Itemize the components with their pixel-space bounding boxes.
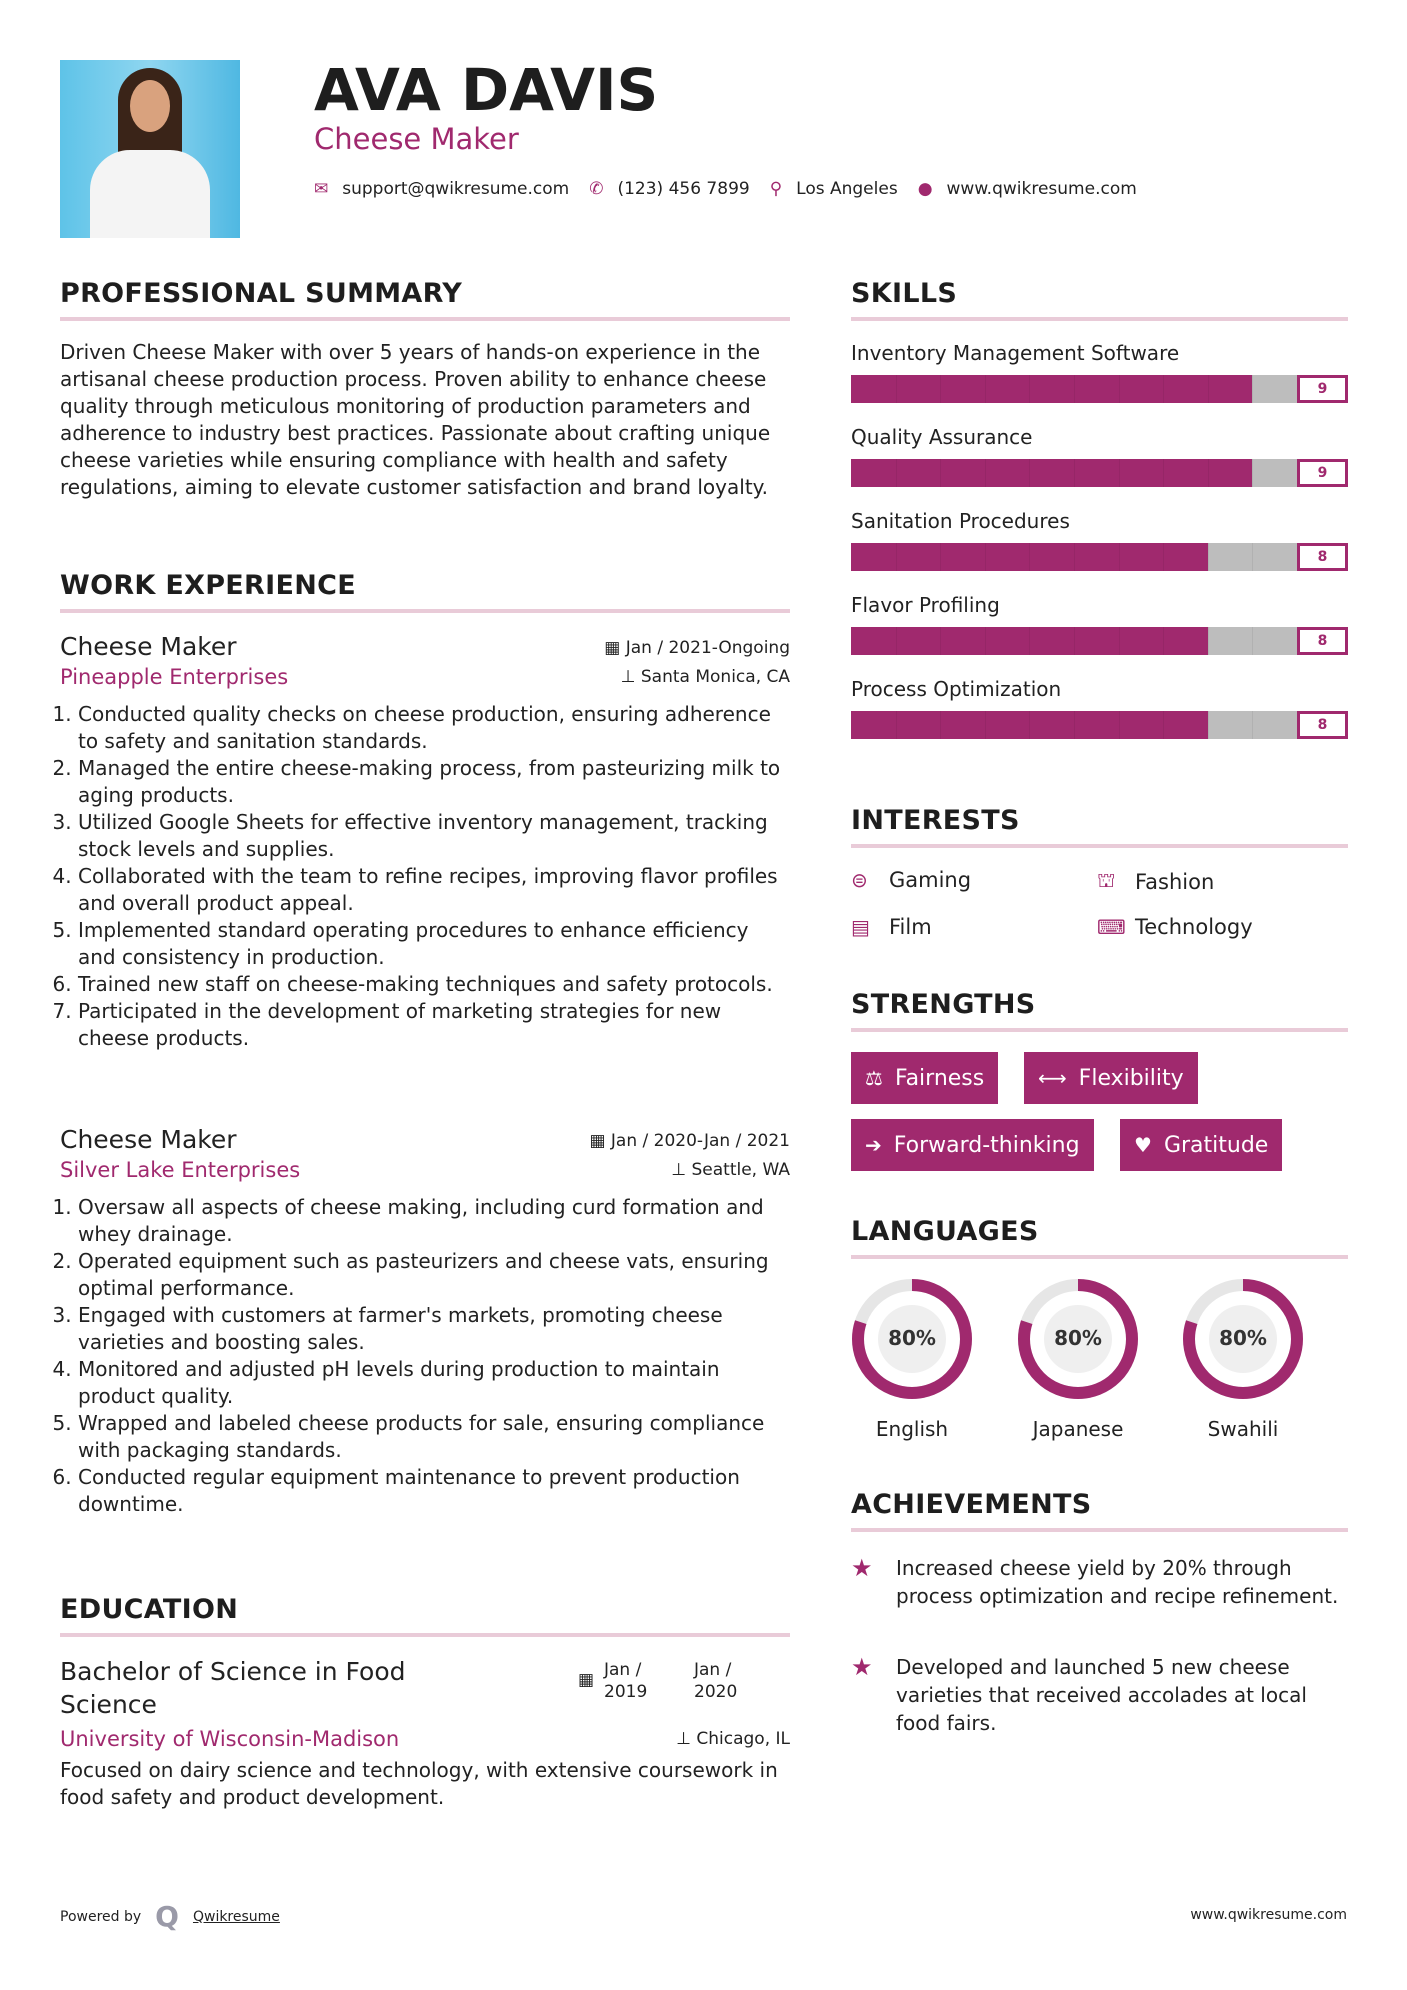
calendar-icon: ▦: [577, 1670, 594, 1690]
skill-item: [851, 677, 1348, 739]
summary-section: [60, 278, 790, 501]
shopping-bag-icon: ⛫: [1097, 868, 1116, 892]
job-bullet: 1. Conducted quality checks on cheese production, ensuring adherence to safety and sanitation standards.: [78, 701, 790, 755]
powered-by-label: Powered by: [60, 1908, 142, 1925]
skill-bar: [851, 543, 1348, 571]
skill-segment: [1119, 459, 1120, 487]
skill-segment: [896, 459, 897, 487]
language-name: Swahili: [1207, 1417, 1279, 1441]
candidate-title: Cheese Maker: [314, 122, 519, 156]
summary-text: Driven Cheese Maker with over 5 years of hands-on experience in the artisanal cheese production process. Proven ability to enhance cheese quality through meticulous monitoring of production parameters and adherence to industry best practices. Passionate about crafting unique cheese varieties while ensuring compliance with health and safety regulations, aiming to elevate customer satisfaction and brand loyalty.: [60, 340, 771, 499]
skill-segment: [940, 627, 941, 655]
skill-track: [851, 627, 1297, 655]
interest-label: Fashion: [1135, 869, 1215, 894]
job-entry: [60, 1125, 790, 1518]
language-name: Japanese: [1032, 1417, 1124, 1441]
skill-level: 8: [1297, 543, 1348, 571]
divider: [851, 1028, 1348, 1032]
job-bullet: 5. Implemented standard operating procedures to enhance efficiency and consistency in production.: [78, 917, 790, 971]
skill-segment: [1252, 711, 1253, 739]
skill-segment: [896, 543, 897, 571]
skill-segment: [1029, 711, 1030, 739]
contact-row: [314, 179, 1157, 199]
section-heading: LANGUAGES: [851, 1216, 1039, 1247]
skill-segment: [1029, 543, 1030, 571]
skill-track: [851, 459, 1297, 487]
strength-badge: [1024, 1052, 1198, 1104]
contact-website[interactable]: www.qwikresume.com: [946, 179, 1137, 199]
skill-name: Inventory Management Software: [851, 341, 1180, 365]
section-heading: PROFESSIONAL SUMMARY: [60, 278, 463, 309]
strength-label: Flexibility: [1078, 1065, 1184, 1091]
interests-section: [851, 805, 1348, 955]
interest-item: [851, 915, 932, 939]
section-heading: SKILLS: [851, 278, 958, 309]
footer-powered: [60, 1900, 280, 1933]
strength-label: Gratitude: [1163, 1132, 1269, 1158]
job-bullet: 4. Collaborated with the team to refine recipes, improving flavor profiles and overall product appeal.: [78, 863, 790, 917]
language-percent: 80%: [1219, 1326, 1267, 1350]
job-bullets: [60, 1194, 790, 1518]
education-description: Focused on dairy science and technology, with extensive coursework in food safety and product development.: [60, 1758, 778, 1809]
section-heading: ACHIEVEMENTS: [851, 1489, 1092, 1520]
film-icon: ▤: [851, 915, 870, 939]
job-bullet: 2. Operated equipment such as pasteurizers and cheese vats, ensuring optimal performance.: [78, 1248, 790, 1302]
skill-segment: [1252, 543, 1253, 571]
job-bullet: 3. Utilized Google Sheets for effective inventory management, tracking stock levels and supplies.: [78, 809, 790, 863]
skill-item: [851, 341, 1348, 403]
skill-segment: [896, 627, 897, 655]
skill-segment: [1163, 711, 1164, 739]
skill-name: Sanitation Procedures: [851, 509, 1070, 533]
skill-segment: [1119, 711, 1120, 739]
job-bullet: 7. Participated in the development of marketing strategies for new cheese products.: [78, 998, 790, 1052]
skill-name: Flavor Profiling: [851, 593, 1000, 617]
skill-level: 8: [1297, 711, 1348, 739]
strengths-section: [851, 989, 1348, 1189]
skill-segment: [1119, 375, 1120, 403]
skill-segment: [985, 627, 986, 655]
section-heading: WORK EXPERIENCE: [60, 570, 356, 601]
language-gauge: [851, 1278, 973, 1400]
skill-segment: [1208, 627, 1209, 655]
heart-icon: ♥: [1134, 1133, 1152, 1157]
star-icon: ★: [851, 1554, 873, 1582]
gamepad-icon: ⊜: [851, 868, 868, 892]
job-entry: [60, 632, 790, 1052]
language-percent: 80%: [888, 1326, 936, 1350]
skill-segment: [985, 459, 986, 487]
skill-segment: [1163, 459, 1164, 487]
education-section: [60, 1594, 790, 1811]
skill-level: 9: [1297, 459, 1348, 487]
profile-photo: [60, 60, 240, 238]
skill-segment: [1163, 627, 1164, 655]
job-date: Jan / 2021-Ongoing: [625, 638, 790, 658]
skill-bar: [851, 627, 1348, 655]
skill-segment: [985, 375, 986, 403]
skill-segment: [1252, 459, 1253, 487]
work-section: [60, 570, 790, 613]
skill-level: 8: [1297, 627, 1348, 655]
skill-segment: [1252, 375, 1253, 403]
skill-segment: [1208, 711, 1209, 739]
job-bullet: 6. Trained new staff on cheese-making techniques and safety protocols.: [78, 971, 790, 998]
school: University of Wisconsin-Madison: [60, 1727, 400, 1751]
pin-icon: ⊥: [671, 1160, 692, 1180]
skill-segment: [1074, 459, 1075, 487]
job-bullet: 1. Oversaw all aspects of cheese making, including curd formation and whey drainage.: [78, 1194, 790, 1248]
skill-segment: [1029, 459, 1030, 487]
skill-segment: [940, 711, 941, 739]
job-location: Seattle, WA: [691, 1160, 790, 1180]
skill-bar: [851, 711, 1348, 739]
job-bullet: 6. Conducted regular equipment maintenance to prevent production downtime.: [78, 1464, 790, 1518]
job-date-wrap: [589, 1131, 790, 1151]
divider: [60, 1633, 790, 1637]
job-subheader: [60, 1158, 790, 1182]
job-date-wrap: [604, 638, 790, 658]
skill-segment: [1119, 627, 1120, 655]
achievement-text: Increased cheese yield by 20% through process optimization and recipe refinement.: [896, 1556, 1339, 1608]
section-heading: STRENGTHS: [851, 989, 1036, 1020]
contact-phone: (123) 456 7899: [617, 179, 750, 199]
strength-badge: [851, 1119, 1094, 1171]
skill-segment: [940, 543, 941, 571]
star-icon: ★: [851, 1653, 873, 1681]
degree: Bachelor of Science in Food Science: [60, 1657, 406, 1719]
pin-icon: ⊥: [620, 667, 641, 687]
language-name: English: [875, 1417, 949, 1441]
skill-track: [851, 543, 1297, 571]
achievements-section: [851, 1489, 1348, 1749]
skill-segment: [1208, 459, 1209, 487]
skill-name: Quality Assurance: [851, 425, 1033, 449]
job-bullets: [60, 701, 790, 1052]
contact-location: Los Angeles: [796, 179, 898, 199]
pin-icon: ⊥: [676, 1729, 697, 1749]
section-heading: INTERESTS: [851, 805, 1020, 836]
language-gauge: [1017, 1278, 1139, 1400]
job-location-wrap: [671, 1160, 790, 1180]
skill-segment: [940, 375, 941, 403]
interest-label: Gaming: [889, 868, 972, 892]
skill-segment: [1119, 543, 1120, 571]
skill-track: [851, 711, 1297, 739]
footer-website[interactable]: www.qwikresume.com: [1190, 1907, 1347, 1923]
skill-bar: [851, 459, 1348, 487]
skill-segment: [1163, 543, 1164, 571]
balance-scale-icon: ⚖: [865, 1066, 883, 1090]
divider: [851, 1528, 1348, 1532]
education-end: Jan / 2020: [694, 1660, 738, 1702]
skill-name: Process Optimization: [851, 677, 1062, 701]
skill-segment: [1208, 543, 1209, 571]
company-name: Silver Lake Enterprises: [60, 1158, 301, 1182]
skill-item: [851, 425, 1348, 487]
section-heading: EDUCATION: [60, 1594, 239, 1625]
contact-email[interactable]: support@qwikresume.com: [342, 179, 570, 199]
interest-item: [1097, 868, 1214, 895]
skill-fill: [851, 459, 1252, 487]
company-name: Pineapple Enterprises: [60, 665, 289, 689]
job-location-wrap: [621, 667, 790, 687]
achievement-item: [851, 1653, 1348, 1737]
divider: [851, 844, 1348, 848]
skill-segment: [1163, 375, 1164, 403]
skill-level: 9: [1297, 375, 1348, 403]
phone-icon: ✆: [589, 179, 604, 199]
job-title: Cheese Maker: [60, 1125, 237, 1154]
achievement-text: Developed and launched 5 new cheese varieties that received accolades at local food fairs.: [896, 1655, 1307, 1735]
divider: [851, 317, 1348, 321]
skill-segment: [1029, 375, 1030, 403]
laptop-icon: ⌨: [1097, 915, 1126, 939]
education-start: Jan / 2019: [604, 1660, 648, 1702]
skills-section: [851, 278, 1348, 761]
divider: [851, 1255, 1348, 1259]
language-gauge: [1182, 1278, 1304, 1400]
education-location: Chicago, IL: [696, 1729, 790, 1749]
arrows-horizontal-icon: ⟷: [1038, 1066, 1067, 1090]
job-bullet: 4. Monitored and adjusted pH levels during production to maintain product quality.: [78, 1356, 790, 1410]
job-subheader: [60, 665, 790, 689]
interest-item: [1097, 915, 1253, 939]
envelope-icon: ✉: [314, 179, 329, 199]
skill-segment: [1074, 627, 1075, 655]
job-title: Cheese Maker: [60, 632, 237, 661]
interest-label: Technology: [1135, 915, 1253, 939]
skill-segment: [896, 711, 897, 739]
strength-badge: [851, 1052, 998, 1104]
skill-segment: [1074, 543, 1075, 571]
calendar-icon: ▦: [589, 1131, 611, 1151]
divider: [60, 317, 790, 321]
arrow-right-icon: ➔: [865, 1133, 882, 1157]
brand-link[interactable]: Qwikresume: [192, 1908, 280, 1925]
candidate-name: AVA DAVIS: [314, 56, 659, 124]
skill-segment: [1029, 627, 1030, 655]
skill-segment: [1074, 711, 1075, 739]
skill-item: [851, 509, 1348, 571]
skill-item: [851, 593, 1348, 655]
job-header: [60, 1125, 790, 1154]
skill-segment: [1208, 375, 1209, 403]
divider: [60, 609, 790, 613]
strength-label: Forward-thinking: [893, 1132, 1080, 1158]
job-bullet: 3. Engaged with customers at farmer's markets, promoting cheese varieties and boosting sales.: [78, 1302, 790, 1356]
languages-section: [851, 1216, 1348, 1446]
language-percent: 80%: [1054, 1326, 1102, 1350]
skill-segment: [940, 459, 941, 487]
skill-segment: [1074, 375, 1075, 403]
skill-segment: [896, 375, 897, 403]
job-header: [60, 632, 790, 661]
skill-segment: [985, 543, 986, 571]
achievement-item: [851, 1554, 1348, 1610]
skill-segment: [985, 711, 986, 739]
job-date: Jan / 2020-Jan / 2021: [610, 1131, 790, 1151]
job-bullet: 2. Managed the entire cheese-making process, from pasteurizing milk to aging products.: [78, 755, 790, 809]
job-location: Santa Monica, CA: [640, 667, 790, 687]
globe-icon: ●: [917, 179, 933, 199]
interest-item: [851, 868, 971, 892]
qwikresume-logo-icon: Q: [155, 1900, 179, 1933]
strength-label: Fairness: [894, 1065, 985, 1091]
strength-badge: [1120, 1119, 1282, 1171]
skill-segment: [1252, 627, 1253, 655]
skill-fill: [851, 375, 1252, 403]
skill-bar: [851, 375, 1348, 403]
job-bullet: 5. Wrapped and labeled cheese products for sale, ensuring compliance with packaging standards.: [78, 1410, 790, 1464]
skill-track: [851, 375, 1297, 403]
interest-label: Film: [889, 915, 932, 939]
calendar-icon: ▦: [604, 638, 626, 658]
map-pin-icon: ⚲: [769, 179, 783, 199]
